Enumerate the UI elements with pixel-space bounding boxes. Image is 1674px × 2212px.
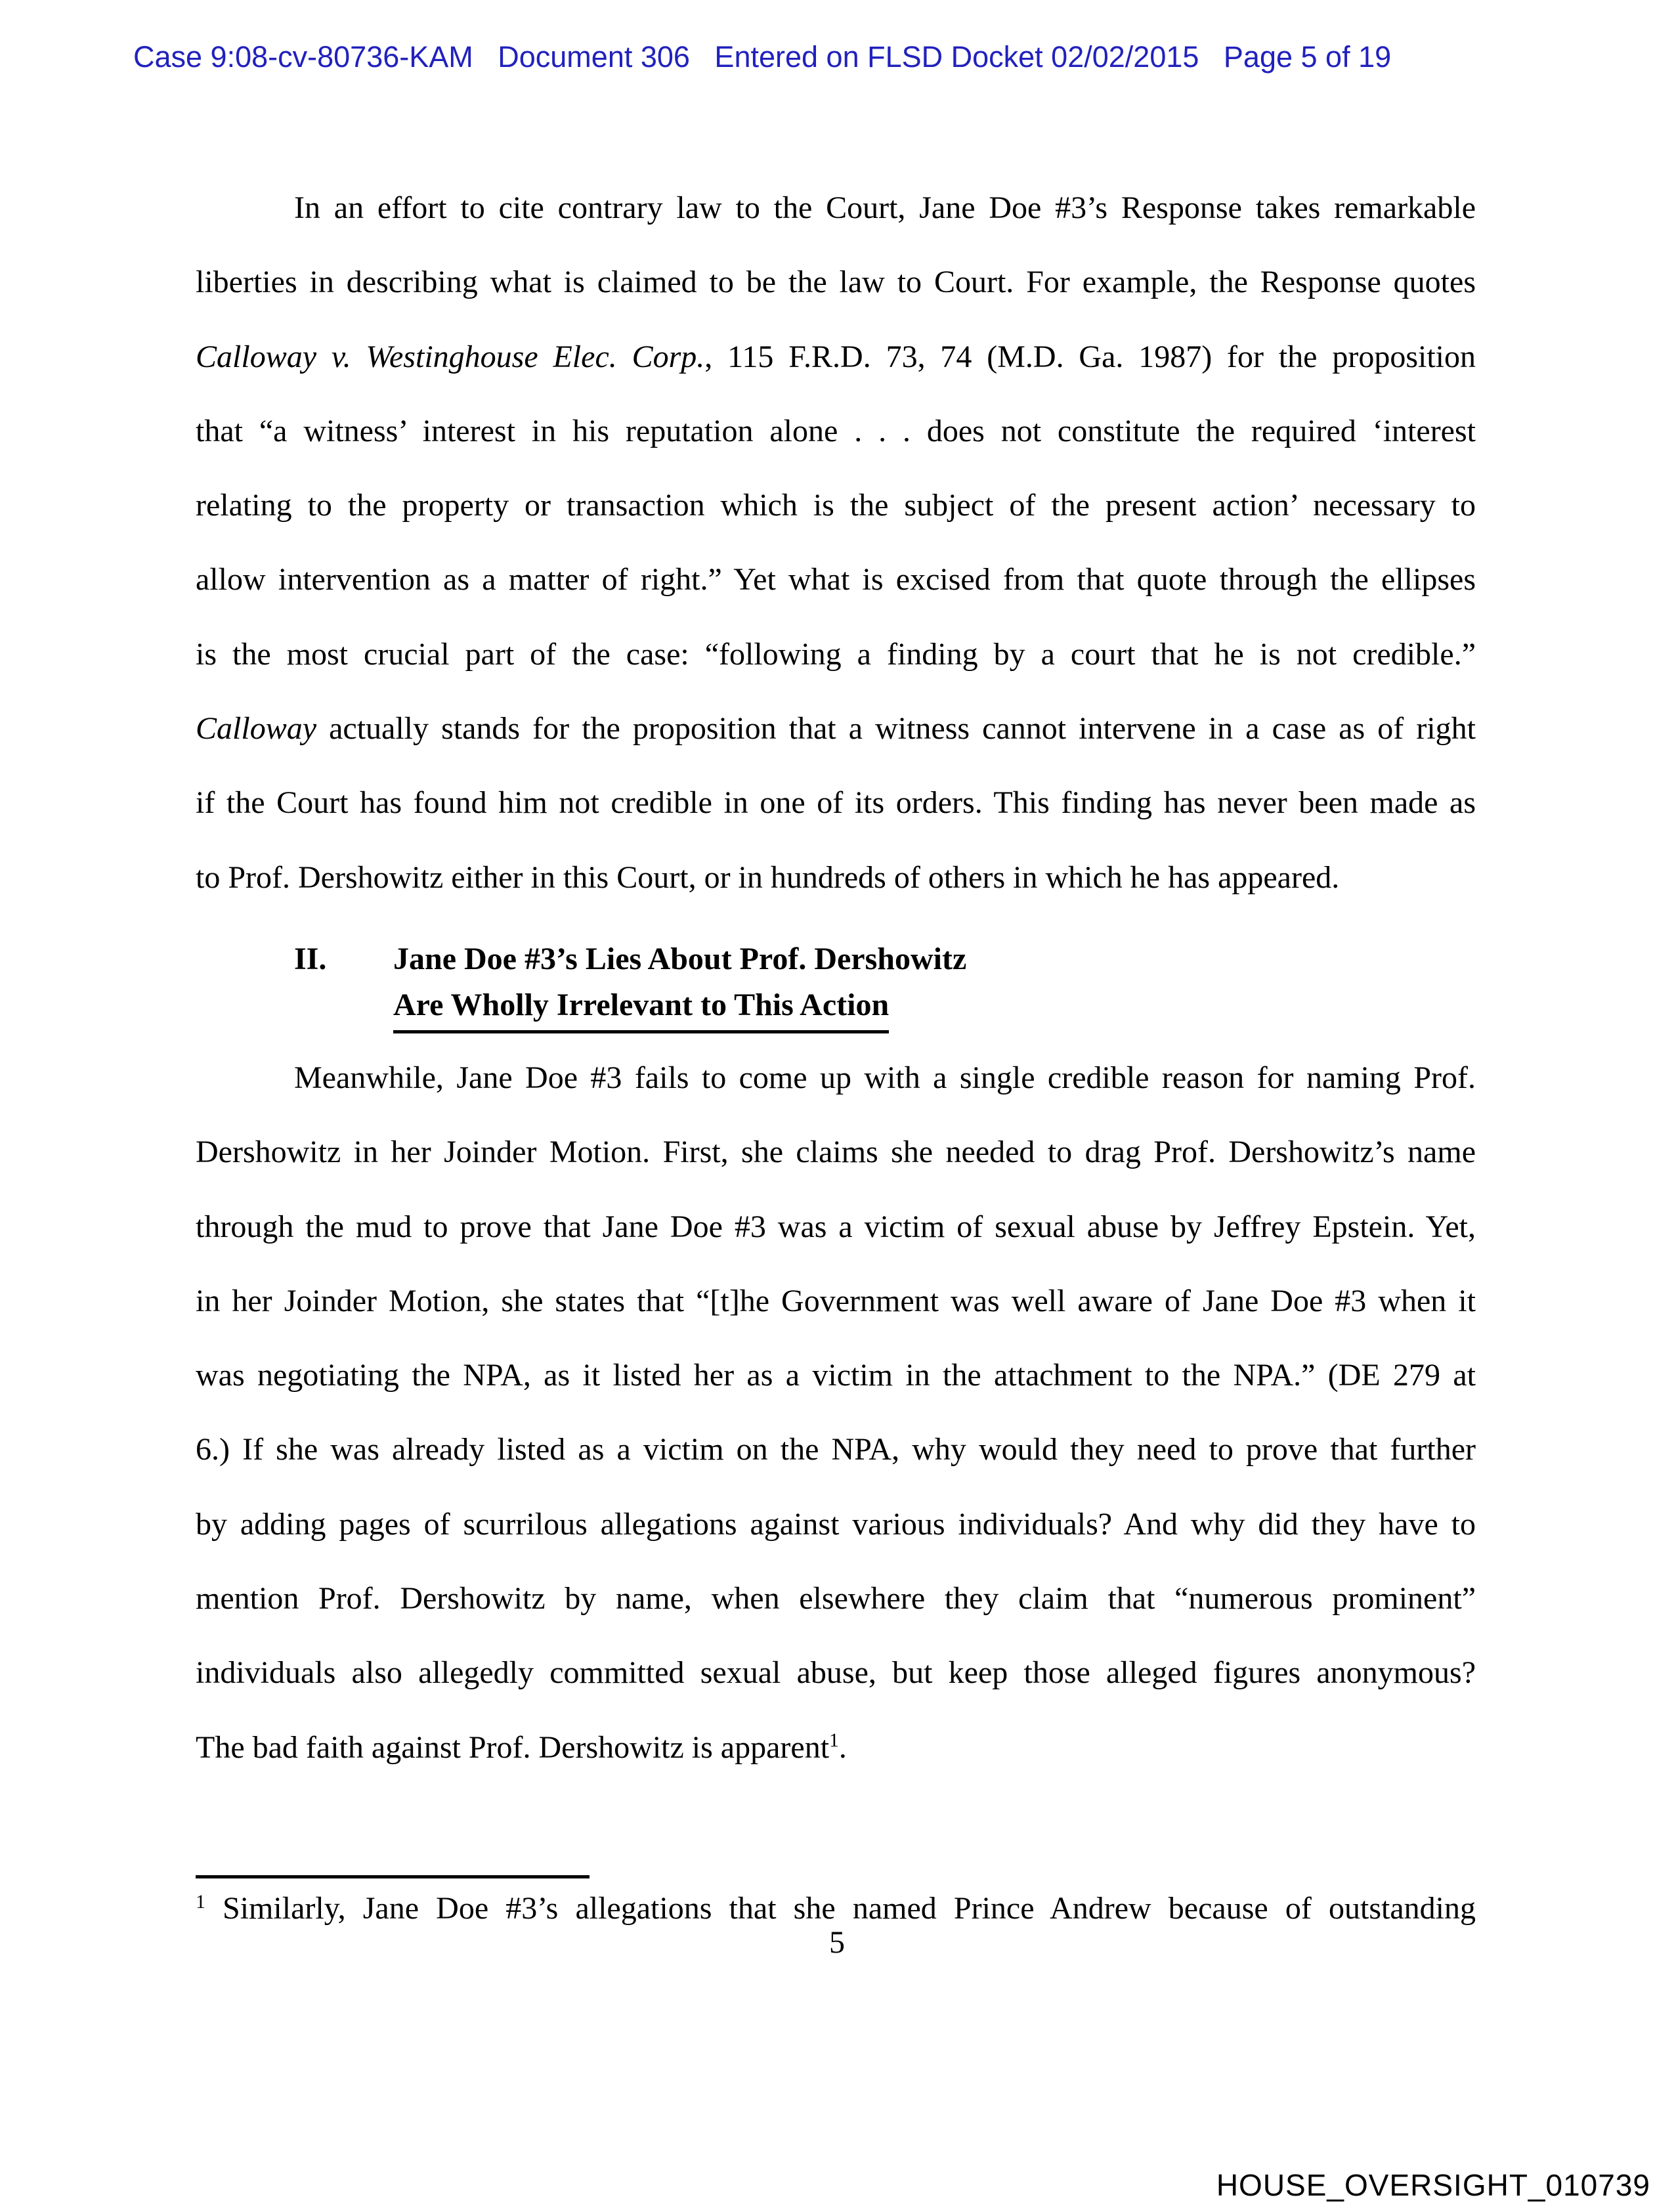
text-line: is the most crucial part of the case: “following a finding by a court that he is not credible.”	[196, 636, 1476, 672]
section-number: II.	[294, 942, 327, 976]
text-line: by adding pages of scurrilous allegations against various individuals? And why did they have to	[196, 1506, 1476, 1542]
text-segment: .	[838, 1729, 847, 1765]
text-line: mention Prof. Dershowitz by name, when elsewhere they claim that “numerous prominent”	[196, 1581, 1476, 1616]
text-segment: actually stands for the proposition that a witness cannot intervene in a case as of right	[316, 711, 1476, 747]
text-line: to Prof. Dershowitz either in this Court, or in hundreds of others in which he has appeared.	[196, 859, 1340, 895]
underlined-heading-text: Are Wholly Irrelevant to This Action	[393, 982, 889, 1033]
bates-stamp: HOUSE_OVERSIGHT_010739	[1216, 2168, 1650, 2202]
text-line: was negotiating the NPA, as it listed her as a victim in the attachment to the NPA.” (DE 279 at	[196, 1358, 1476, 1393]
text-line: if the Court has found him not credible in one of its orders. This finding has never been made as	[196, 785, 1476, 821]
paragraph-2	[196, 1041, 1476, 1785]
text-line: In an effort to cite contrary law to the Court, Jane Doe #3’s Response takes remarkable	[294, 190, 1476, 225]
text-line: Meanwhile, Jane Doe #3 fails to come up with a single credible reason for naming Prof.	[294, 1060, 1476, 1095]
section-heading	[196, 936, 1476, 1033]
text-line: that “a witness’ interest in his reputation alone . . . does not constitute the required ‘interest	[196, 413, 1476, 448]
text-line: in her Joinder Motion, she states that “[t]he Government was well aware of Jane Doe #3 when it	[196, 1283, 1476, 1318]
text-segment: , 115 F.R.D. 73, 74 (M.D. Ga. 1987) for the proposition	[704, 339, 1476, 374]
text-line	[196, 1710, 1476, 1785]
text-line: 6.) If she was already listed as a victim on the NPA, why would they need to prove that further	[196, 1432, 1476, 1467]
text-line: allow intervention as a matter of right.” Yet what is excised from that quote through the ellipses	[196, 562, 1476, 597]
text-line	[196, 320, 1476, 394]
text-line: liberties in describing what is claimed to be the law to Court. For example, the Response quotes	[196, 265, 1476, 300]
case-header-stamp: Case 9:08-cv-80736-KAM Document 306 Entered on FLSD Docket 02/02/2015 Page 5 of 19	[133, 40, 1392, 74]
text-line: through the mud to prove that Jane Doe #3 was a victim of sexual abuse by Jeffrey Epstein. Yet,	[196, 1209, 1476, 1244]
footnote-number: 1	[196, 1890, 205, 1913]
case-citation: Calloway v. Westinghouse Elec. Corp.	[196, 339, 705, 374]
footnote-text: Similarly, Jane Doe #3’s allegations that she named Prince Andrew because of outstanding	[205, 1891, 1476, 1926]
footnote-reference-marker: 1	[829, 1729, 839, 1752]
text-line: relating to the property or transaction which is the subject of the present action’ necessary to	[196, 488, 1476, 523]
paragraph-1	[196, 171, 1476, 915]
text-line: Dershowitz in her Joinder Motion. First, she claims she needed to drag Prof. Dershowitz’s name	[196, 1135, 1476, 1170]
section-heading-line-1: Jane Doe #3’s Lies About Prof. Dershowitz	[393, 942, 967, 976]
text-segment: The bad faith against Prof. Dershowitz is apparent	[196, 1729, 830, 1765]
text-line	[196, 691, 1476, 766]
page-number: 5	[829, 1925, 845, 1960]
section-heading-line-2	[393, 982, 1476, 1033]
case-citation: Calloway	[196, 711, 317, 747]
text-line: individuals also allegedly committed sexual abuse, but keep those alleged figures anonymous?	[196, 1655, 1476, 1691]
footnote-separator-rule	[196, 1875, 590, 1878]
